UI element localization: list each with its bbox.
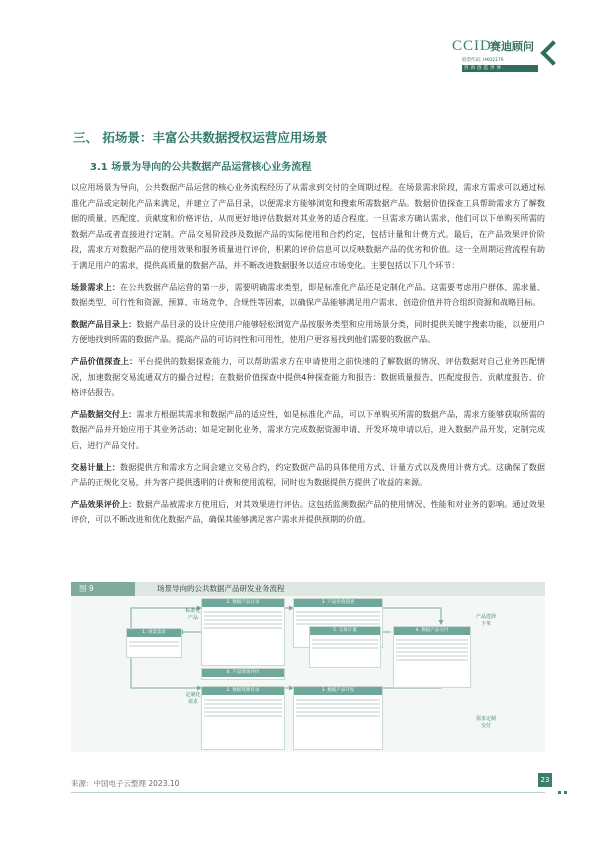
node-product-catalog [201, 598, 285, 666]
item-term: 产品价值探查上： [71, 355, 138, 366]
item-text: 数据产品被需求方使用后，对其效果进行评估。这包括监测数据产品的使用情况、性能和对业务的影响。通过效果评价，可以不断改进和优化数据产品，确保其能够满足客户需求并提供预期的价值。 [71, 498, 545, 525]
item-text: 需求方根据其需求和数据产品的适应性，如是标准化产品，可以下单购买所需的数据产品，需求方能够获取所需的数据产品并开始应用于其业务活动；如是定制化业务，需求方完成数据资源申请、开发环境申请以后，进入数据产品开发，定制完成后，进行产品交付。 [71, 408, 545, 450]
slogan: 咨询创造世界 [464, 66, 503, 71]
ccid-logo [452, 38, 562, 78]
item-text: 数据产品目录的设计应使用户能够轻松浏览产品按服务类型和应用场景分类，同时提供关键字搜索功能，以便用户方便地找到所需的数据产品。提高产品的可访问性和可用性，使用户更容易找到他们需要的数据产品。 [71, 318, 545, 345]
figure-header [71, 582, 545, 596]
label-custom-demand: 定制化 需求 [185, 692, 201, 705]
brand-name: 赛迪顾问 [490, 40, 534, 53]
node-title: 2. 数据产品目录 [202, 599, 284, 607]
section-title: 三、 拓场景：丰富公共数据授权运营应用场景 [73, 130, 328, 145]
label-order: 产品选择 下单 [475, 614, 496, 627]
figure-caption: 场景导向的公共数据产品研发业务流程 [157, 584, 285, 593]
node-title: 2. 数据资源目录 [202, 687, 284, 695]
node-metering [309, 626, 381, 668]
item-text: 数据提供方和需求方之间会建立交易合约，约定数据产品的具体使用方式、计量方式以及费用计费方式。这确保了数据产品的正规化交易，并为客户提供透明的计费和使用流程，同时也为数据提供方提供了收益的来源。 [71, 461, 545, 488]
item-term: 产品效果评价上： [71, 498, 137, 509]
process-diagram [71, 596, 545, 752]
chevron-left-icon [540, 40, 565, 65]
subsection-title: 3.1 场景为导向的公共数据产品运营核心业务流程 [90, 162, 312, 173]
page-number: 23 [538, 773, 552, 787]
arrow-custom [131, 656, 201, 688]
node-resource-catalog [201, 686, 285, 750]
item-paragraph [71, 317, 545, 348]
item-text: 在公共数据产品运营的第一步，需要明确需求类型，即是标准化产品还是定制化产品。这需要考虑用户群体、需求量、数据类型、可行性和资源、预算、市场竞争、合规性等因素，以确保产品能够满足用户需求、创造价值并符合组织资源和战略目标。 [71, 281, 545, 308]
body-text [71, 180, 545, 528]
decorative-dots [558, 779, 570, 798]
item-term: 场景需求上： [71, 281, 121, 292]
node-scene-demand [126, 628, 182, 658]
node-title: 4. 数据产品交付 [394, 627, 470, 635]
footer-divider [71, 792, 545, 793]
figure-tag: 图 9 [71, 582, 135, 596]
item-paragraph [71, 460, 545, 491]
source-note: 来源：中国电子云整理 2023.10 [71, 779, 180, 788]
logo-mark: CCID [452, 38, 492, 54]
item-paragraph [71, 497, 545, 528]
arrow-to-delivery [383, 608, 441, 624]
node-title: 3. 数据产品开发 [294, 687, 382, 695]
label-standard-product: 标准化 产品 [185, 608, 201, 621]
node-title: 1. 场景需求 [127, 629, 181, 637]
node-product-delivery [393, 626, 471, 688]
stock-code: 股票代码: HK02176 [462, 58, 504, 63]
node-product-development [293, 686, 383, 750]
item-paragraph [71, 407, 545, 454]
item-term: 数据产品目录上： [71, 318, 137, 329]
node-effect-evaluation [201, 668, 285, 680]
node-title: 6. 产品效果评价 [202, 669, 284, 677]
intro-paragraph: 以应用场景为导向，公共数据产品运营的核心业务流程经历了从需求到交付的全周期过程。在场景需求阶段，需求方需求可以通过标准化产品或定制化产品来满足，并建立了产品目录，以便需求方能够浏览和搜索所需数据产品。数据价值探查工具帮助需求方了解数据的质量、匹配度、贡献度和价格评估，从而更好地评估数据对其业务的适合程度。一旦需求方确认需求，他们可以下单购买所需的数据产品或者直接进行定制。产品交易阶段涉及数据产品的实际使用和合约约定，包括计量和计费方式。最后，在产品效果评价阶段，需求方对数据产品的使用效果和服务质量进行评价，积累的评价信息可以反映数据产品的优劣和价值。这一全周期运营流程有助于满足用户的需求，提供高质量的数据产品，并不断改进数据服务以适应市场变化。主要包括以下几个环节： [71, 182, 545, 270]
node-title: 3. 产品价值探查 [294, 599, 382, 607]
item-term: 交易计量上： [71, 461, 121, 472]
label-custom-delivery: 需求定制 交付 [475, 716, 496, 729]
item-paragraph [71, 280, 545, 311]
item-paragraph [71, 354, 545, 401]
item-term: 产品数据交付上： [71, 408, 137, 419]
node-title: 5. 交易计量 [310, 627, 380, 635]
item-text: 平台提供的数据探查能力，可以帮助需求方在申请使用之前快速的了解数据的情况、评估数据对自己业务匹配情况，加速数据交易流通双方的撮合过程；在数据价值探查中提供4种探查能力和报告：数据质量报告、匹配度报告、贡献度报告、价格评估报告。 [71, 355, 545, 398]
